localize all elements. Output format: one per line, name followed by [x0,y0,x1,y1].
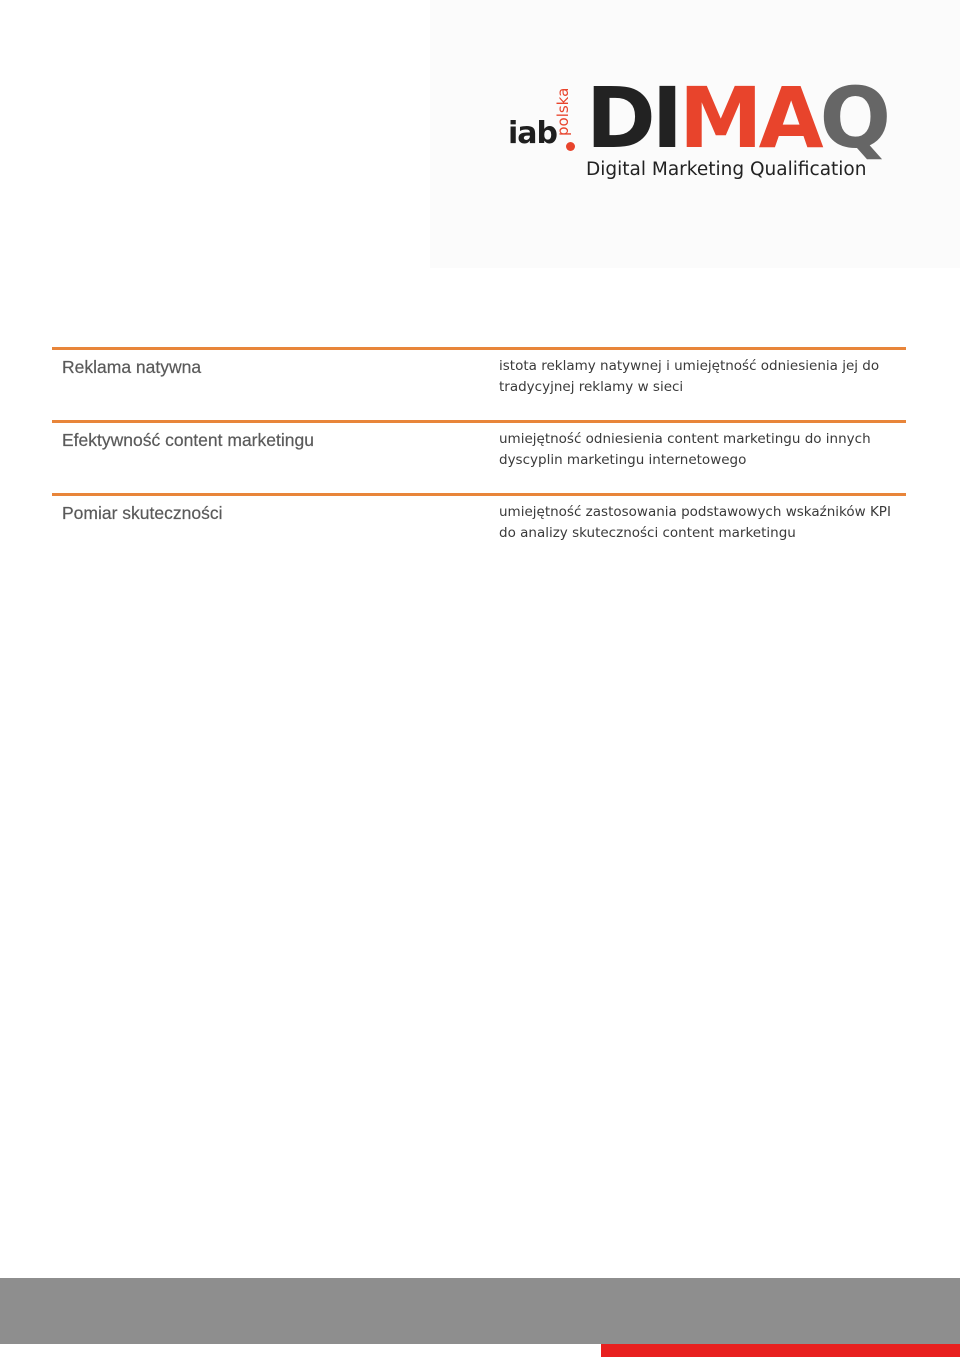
footer-accent-stripe [601,1344,960,1357]
logo-letter-d: D [586,69,652,167]
skill-description: istota reklamy natywnej i umiejętność odniesienia jej do tradycyjnej reklamy w sieci [499,358,880,395]
skills-table [52,347,906,566]
skill-name: Pomiar skuteczności [62,503,223,523]
iab-dimaq-logo [508,69,888,184]
logo-polska-text: polska [554,87,572,136]
logo-letter-q: Q [819,69,888,167]
skill-name: Efektywność content marketingu [62,430,314,450]
logo-letter-i: I [651,69,679,167]
logo-iab-text: iab [508,116,558,151]
skill-name: Reklama natywna [62,357,202,377]
skill-description: umiejętność zastosowania podstawowych wskaźników KPI do analizy skuteczności content marketingu [499,504,891,541]
logo-dimaq-wordmark [586,69,888,167]
logo-dot [566,142,575,151]
skill-row [52,493,906,566]
skill-row [52,420,906,493]
logo-letters-ma: MA [679,69,820,167]
footer-bar [0,1278,960,1344]
skill-description: umiejętność odniesienia content marketingu do innych dyscyplin marketingu internetowego [499,431,871,468]
skill-row [52,347,906,420]
logo-tagline: Digital Marketing Qualification [586,159,867,180]
